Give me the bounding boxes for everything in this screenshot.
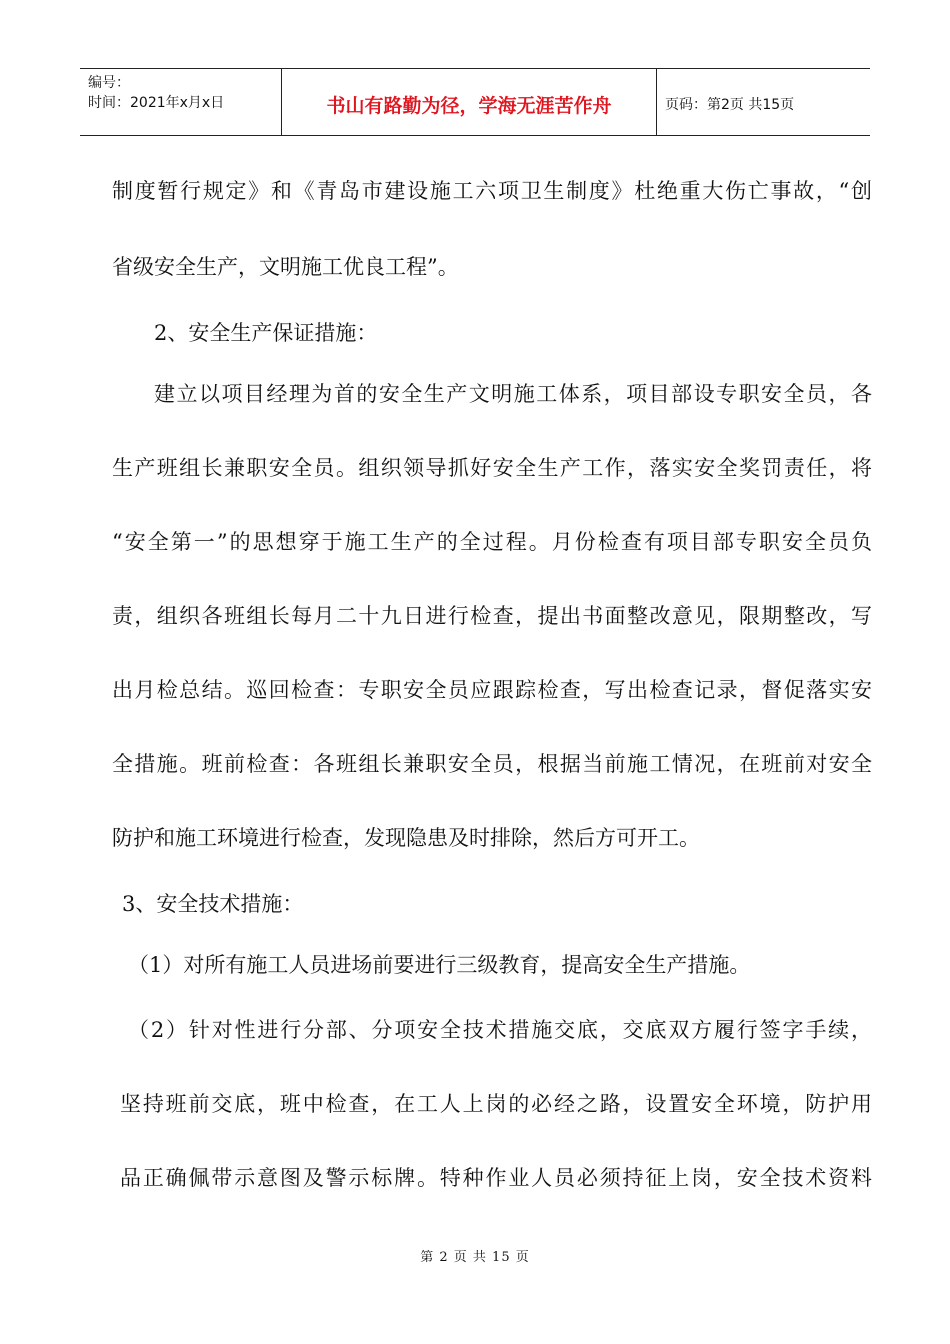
section-heading: 3、安全技术措施： <box>122 892 304 916</box>
header-page-label: 页码：第2页 共15页 <box>665 97 795 113</box>
body-line: 防护和施工环境进行检查，发现隐患及时排除，然后方可开工。 <box>112 826 700 850</box>
body-line: （1）对所有施工人员进场前要进行三级教育，提高安全生产措施。 <box>128 953 751 977</box>
body-line: 建立以项目经理为首的安全生产文明施工体系，项目部设专职安全员，各 <box>154 382 872 406</box>
header-info-cell <box>80 69 281 135</box>
body-line: 全措施。班前检查：各班组长兼职安全员，根据当前施工情况，在班前对安全 <box>112 752 872 776</box>
body-line: 省级安全生产，文明施工优良工程”。 <box>112 255 459 279</box>
body-line: 制度暂行规定》和《青岛市建设施工六项卫生制度》杜绝重大伤亡事故，“创 <box>112 179 872 203</box>
body-line: （2）针对性进行分部、分项安全技术措施交底，交底双方履行签字手续， <box>128 1018 872 1042</box>
header-number-label: 编号： <box>88 75 130 91</box>
body-line: 坚持班前交底，班中检查，在工人上岗的必经之路，设置安全环境，防护用 <box>120 1092 872 1116</box>
section-heading: 2、安全生产保证措施： <box>154 321 378 345</box>
header-time-label: 时间：2021年x月x日 <box>88 95 225 111</box>
body-line: 出月检总结。巡回检查：专职安全员应跟踪检查，写出检查记录，督促落实安 <box>112 678 872 702</box>
header-motto: 书山有路勤为径，学海无涯苦作舟 <box>281 69 657 135</box>
page-footer: 第 2 页 共 15 页 <box>420 1250 530 1265</box>
body-line: 生产班组长兼职安全员。组织领导抓好安全生产工作，落实安全奖罚责任，将 <box>112 456 872 480</box>
body-line: 品正确佩带示意图及警示标牌。特种作业人员必须持征上岗，安全技术资料 <box>120 1166 872 1190</box>
body-line: “安全第一”的思想穿于施工生产的全过程。月份检查有项目部专职安全员负 <box>112 530 872 554</box>
page-header <box>80 68 870 136</box>
body-line: 责，组织各班组长每月二十九日进行检查，提出书面整改意见，限期整改，写 <box>112 604 872 628</box>
